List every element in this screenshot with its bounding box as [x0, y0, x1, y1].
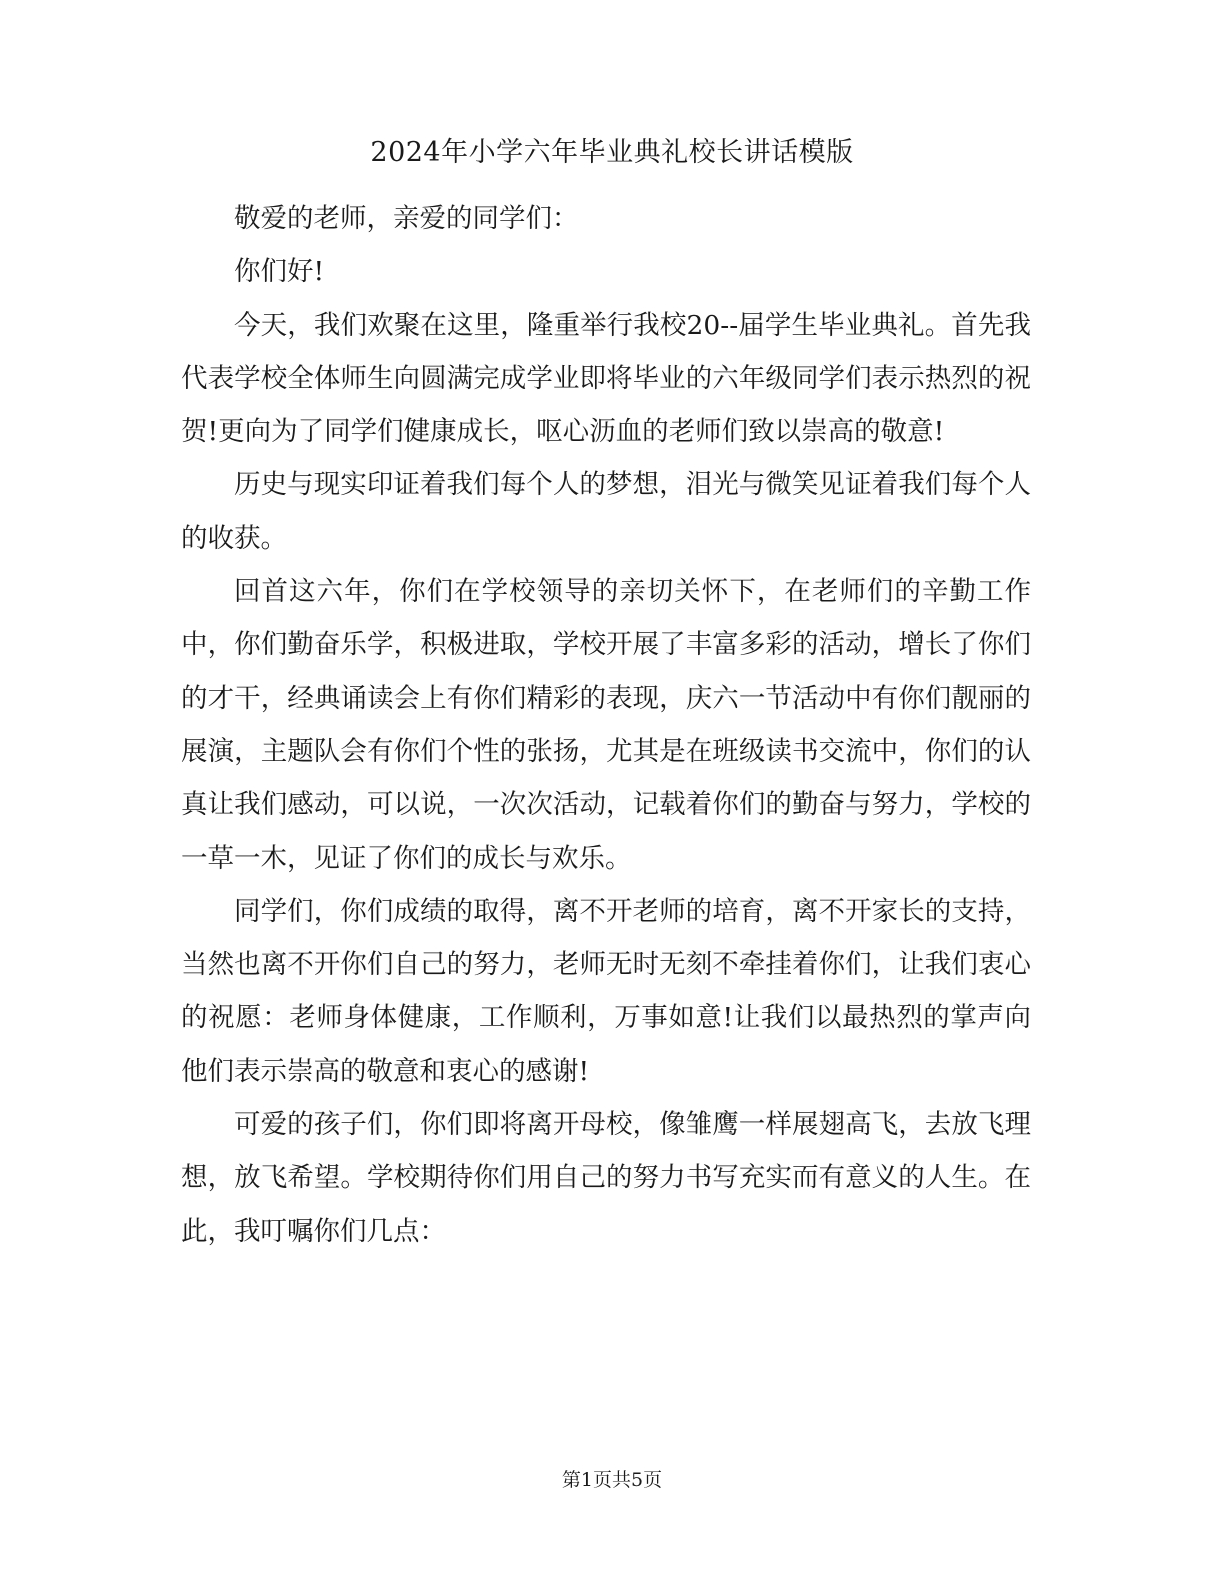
salutation-paragraph: 敬爱的老师，亲爱的同学们： [234, 203, 579, 234]
body-paragraph: 同学们，你们成绩的取得，离不开老师的培育，离不开家长的支持，当然也离不开你们自己的努力，老师无时无刻不牵挂着你们，让我们衷心的祝愿：老师身体健康，工作顺利，万事如意!让我们以最热烈的掌声向他们表示崇高的敬意和衷心的感谢! [181, 895, 1031, 1087]
document-body [181, 192, 1031, 1258]
body-paragraph: 历史与现实印证着我们每个人的梦想，泪光与微笑见证着我们每个人的收获。 [181, 469, 1031, 554]
page-number-footer: 第1页共5页 [561, 1469, 663, 1491]
document-title: 2024年小学六年毕业典礼校长讲话模版 [370, 137, 854, 168]
body-paragraph: 可爱的孩子们，你们即将离开母校，像雏鹰一样展翅高飞，去放飞理想，放飞希望。学校期待你们用自己的努力书写充实而有意义的人生。在此，我叮嘱你们几点： [181, 1109, 1031, 1247]
body-paragraph: 回首这六年，你们在学校领导的亲切关怀下，在老师们的辛勤工作中，你们勤奋乐学，积极进取，学校开展了丰富多彩的活动，增长了你们的才干，经典诵读会上有你们精彩的表现，庆六一节活动中有你们靓丽的展演，主题队会有你们个性的张扬，尤其是在班级读书交流中，你们的认真让我们感动，可以说，一次次活动，记载着你们的勤奋与努力，学校的一草一木，见证了你们的成长与欢乐。 [181, 576, 1031, 874]
greeting-paragraph: 你们好! [234, 256, 325, 288]
body-paragraph: 今天，我们欢聚在这里，隆重举行我校20--届学生毕业典礼。首先我代表学校全体师生向圆满完成学业即将毕业的六年级同学们表示热烈的祝贺!更向为了同学们健康成长，呕心沥血的老师们致以崇高的敬意! [181, 309, 1031, 448]
